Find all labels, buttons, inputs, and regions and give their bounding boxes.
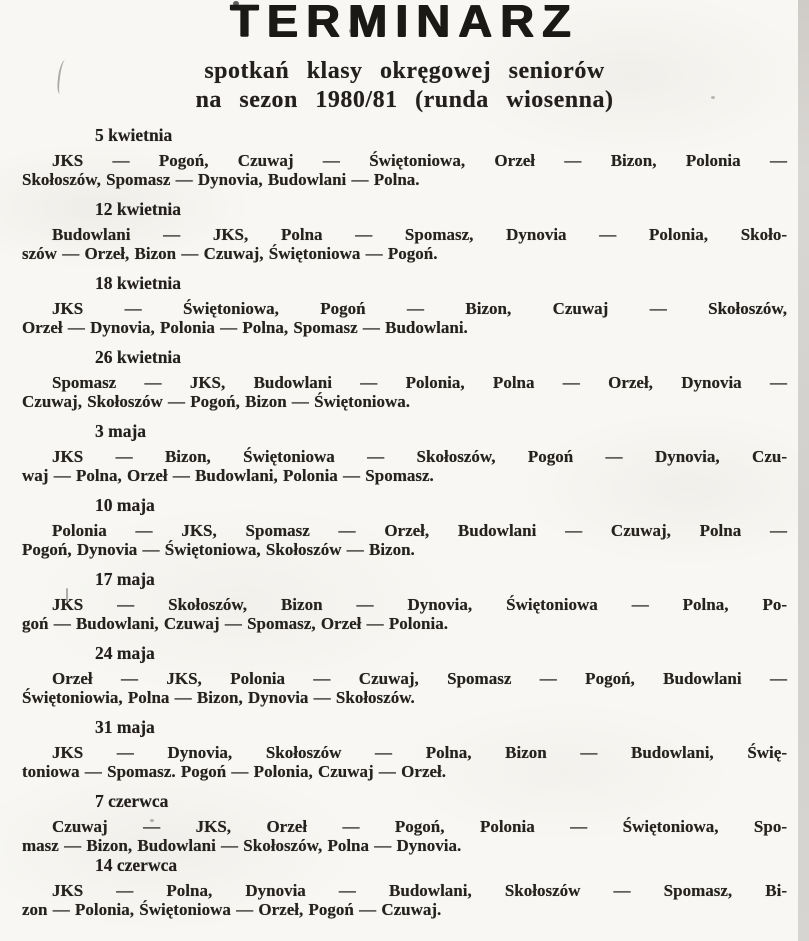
schedule-section bbox=[22, 126, 787, 189]
date-heading: 5 kwietnia bbox=[95, 125, 173, 145]
schedule-section bbox=[22, 348, 787, 411]
fixtures-line: Czuwaj — JKS, Orzeł — Pogoń, Polonia — Świętoniowa, Spo- bbox=[52, 817, 787, 836]
schedule-section bbox=[22, 570, 787, 633]
date-heading: 18 kwietnia bbox=[95, 273, 182, 293]
fixtures-line: Pogoń, Dynovia — Świętoniowa, Skołoszów — Bizon. bbox=[22, 540, 415, 559]
fixtures-line: JKS — Polna, Dynovia — Budowlani, Skołoszów — Spomasz, Bi- bbox=[52, 881, 787, 900]
fixtures-paragraph bbox=[22, 373, 787, 411]
fixtures-paragraph bbox=[22, 151, 787, 189]
schedule-section bbox=[22, 496, 787, 559]
fixtures-paragraph bbox=[22, 447, 787, 485]
subtitle-line-1: spotkań klasy okręgowej seniorów bbox=[204, 58, 605, 84]
fixtures-line: Skołoszów, Spomasz — Dynovia, Budowlani — Polna. bbox=[22, 170, 420, 189]
fixtures-line: Czuwaj, Skołoszów — Pogoń, Bizon — Świętoniowa. bbox=[22, 392, 411, 411]
fixtures-paragraph bbox=[22, 743, 787, 781]
fixtures-line: szów — Orzeł, Bizon — Czuwaj, Świętoniowa — Pogoń. bbox=[22, 244, 438, 263]
date-heading: 14 czerwca bbox=[95, 855, 178, 875]
fixtures-paragraph bbox=[22, 669, 787, 707]
fixtures-line: waj — Polna, Orzeł — Budowlani, Polonia — Spomasz. bbox=[22, 466, 434, 485]
fixtures-line: Budowlani — JKS, Polna — Spomasz, Dynovia — Polonia, Skoło- bbox=[52, 225, 787, 244]
fixtures-line: Orzeł — JKS, Polonia — Czuwaj, Spomasz — Pogoń, Budowlani — bbox=[52, 669, 787, 688]
schedule-section bbox=[22, 856, 787, 919]
fixtures-paragraph bbox=[22, 521, 787, 559]
fixtures-line: JKS — Bizon, Świętoniowa — Skołoszów, Pogoń — Dynovia, Czu- bbox=[52, 447, 787, 466]
schedule-section bbox=[22, 792, 787, 855]
date-heading: 24 maja bbox=[95, 643, 155, 663]
schedule-section bbox=[22, 422, 787, 485]
fixtures-paragraph bbox=[22, 595, 787, 633]
schedule-section bbox=[22, 274, 787, 337]
date-heading: 7 czerwca bbox=[95, 791, 169, 811]
fixtures-paragraph bbox=[22, 299, 787, 337]
date-heading: 10 maja bbox=[95, 495, 155, 515]
fixtures-line: zon — Polonia, Świętoniowa — Orzeł, Pogoń — Czuwaj. bbox=[22, 900, 442, 919]
fixtures-paragraph bbox=[22, 817, 787, 855]
fixtures-line: Spomasz — JKS, Budowlani — Polonia, Polna — Orzeł, Dynovia — bbox=[52, 373, 787, 392]
fixtures-line: JKS — Świętoniowa, Pogoń — Bizon, Czuwaj — Skołoszów, bbox=[52, 299, 787, 318]
match-schedule bbox=[22, 126, 787, 919]
date-heading: 12 kwietnia bbox=[95, 199, 182, 219]
schedule-section bbox=[22, 200, 787, 263]
fixtures-line: Polonia — JKS, Spomasz — Orzeł, Budowlani — Czuwaj, Polna — bbox=[52, 521, 787, 540]
fixtures-line: Orzeł — Dynovia, Polonia — Polna, Spomasz — Budowlani. bbox=[22, 318, 468, 337]
page-title: TERMINARZ bbox=[230, 0, 579, 47]
fixtures-line: JKS — Pogoń, Czuwaj — Świętoniowa, Orzeł — Bizon, Polonia — bbox=[52, 151, 787, 170]
fixtures-paragraph bbox=[22, 225, 787, 263]
fixtures-line: masz — Bizon, Budowlani — Skołoszów, Polna — Dynovia. bbox=[22, 836, 462, 855]
schedule-section bbox=[22, 718, 787, 781]
fixtures-line: JKS — Skołoszów, Bizon — Dynovia, Świętoniowa — Polna, Po- bbox=[52, 595, 787, 614]
date-heading: 31 maja bbox=[95, 717, 155, 737]
schedule-section bbox=[22, 644, 787, 707]
fixtures-line: JKS — Dynovia, Skołoszów — Polna, Bizon — Budowlani, Świę- bbox=[52, 743, 787, 762]
subtitle-line-2: na sezon 1980/81 (runda wiosenna) bbox=[195, 87, 614, 113]
date-heading: 17 maja bbox=[95, 569, 155, 589]
fixtures-paragraph bbox=[22, 881, 787, 919]
fixtures-line: goń — Budowlani, Czuwaj — Spomasz, Orzeł — Polonia. bbox=[22, 614, 448, 633]
date-heading: 26 kwietnia bbox=[95, 347, 182, 367]
date-heading: 3 maja bbox=[95, 421, 147, 441]
fixtures-line: Świętoniowia, Polna — Bizon, Dynovia — Skołoszów. bbox=[22, 688, 415, 707]
page-subtitle bbox=[22, 57, 787, 115]
fixtures-line: toniowa — Spomasz. Pogoń — Polonia, Czuwaj — Orzeł. bbox=[22, 762, 447, 781]
